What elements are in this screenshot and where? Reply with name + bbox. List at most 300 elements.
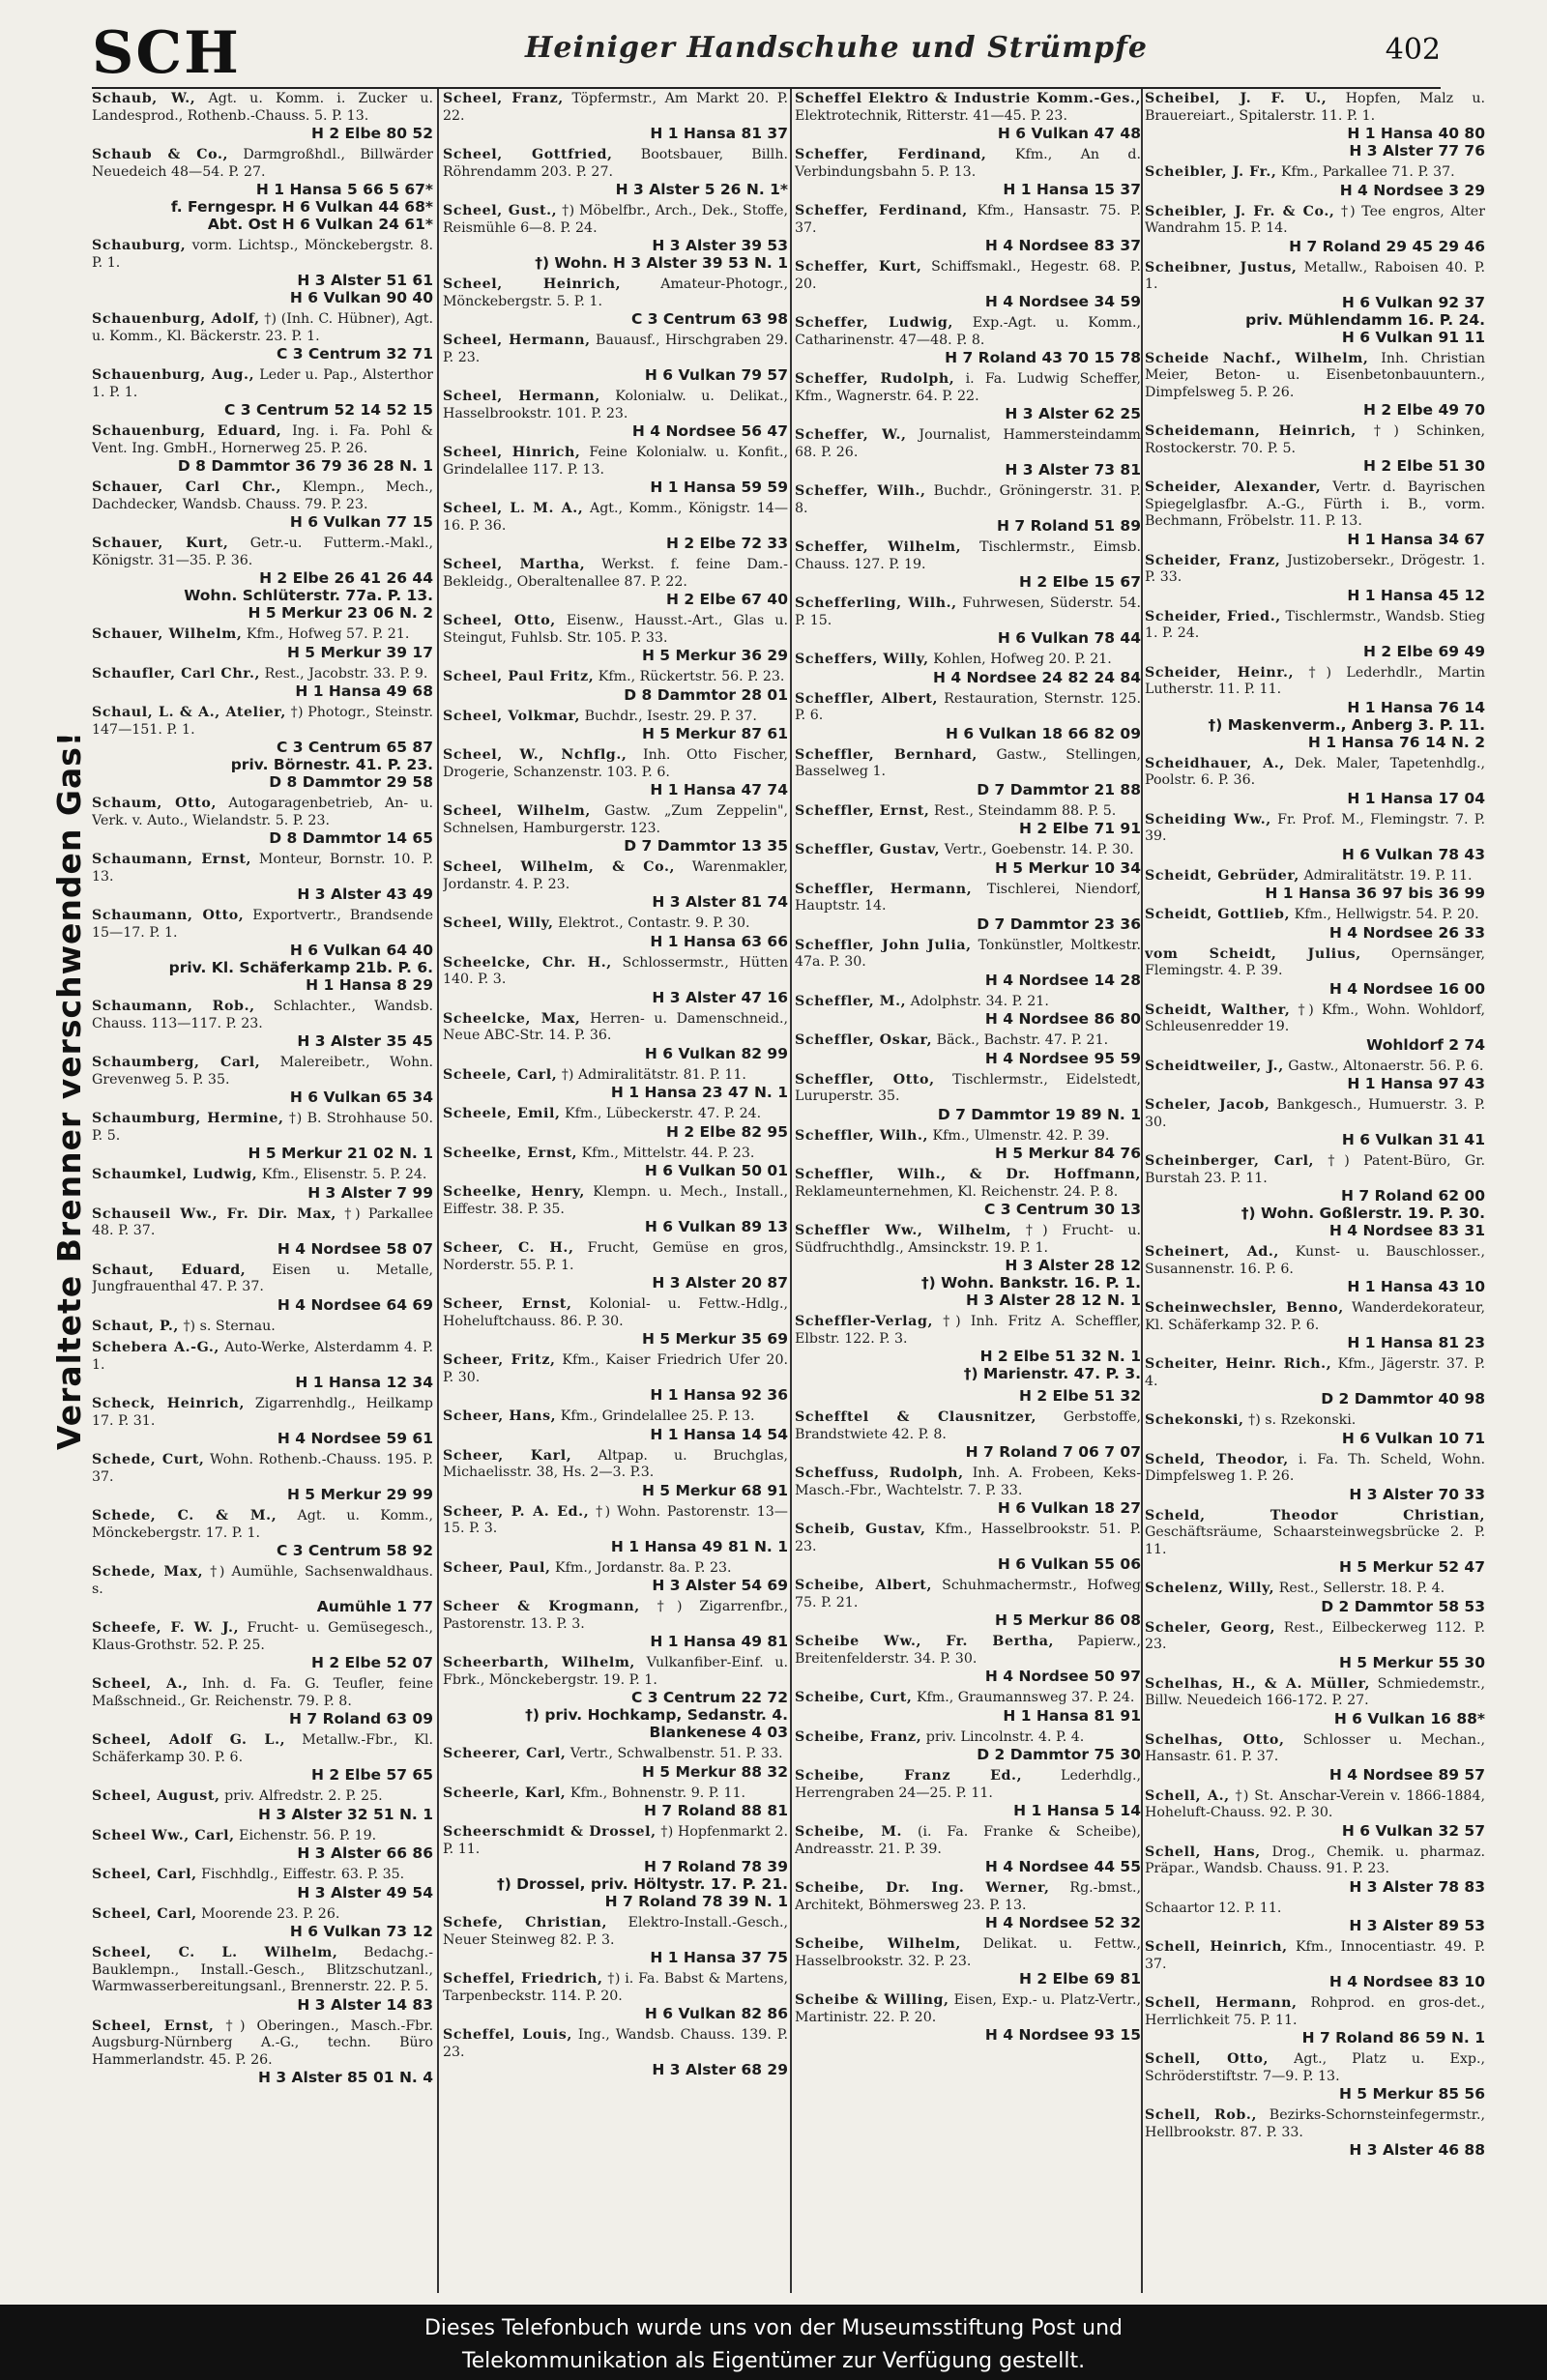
entry-name: Scheel, Carl, — [92, 1867, 197, 1882]
entry-details: †) Schinken, Rostockerstr. 70. P. 5. — [1145, 423, 1485, 456]
entry-name: Schefftel & Clausnitzer, — [795, 1409, 1037, 1425]
directory-entry — [443, 1504, 788, 1555]
entry-phone: H 5 Merkur 39 17 — [286, 643, 433, 661]
entry-name: Schauburg, — [92, 238, 187, 253]
directory-column-3 — [795, 91, 1141, 2295]
directory-entry — [443, 1655, 788, 1741]
directory-entry — [795, 1409, 1141, 1461]
directory-entry — [1145, 907, 1485, 942]
entry-phone: H 6 Vulkan 47 48 — [997, 125, 1141, 142]
entry-phone: C 3 Centrum 30 13 — [983, 1201, 1141, 1218]
entry-phone: Blankenese 4 03 — [649, 1724, 788, 1741]
entry-phone: H 7 Roland 63 09 — [289, 1710, 433, 1727]
entry-name: Scheel, Otto, — [443, 613, 556, 628]
entry-phone: H 3 Alster 78 83 — [1349, 1877, 1485, 1896]
entry-phone: H 5 Merkur 52 47 — [1338, 1558, 1485, 1576]
entry-phone: H 5 Merkur 68 91 — [641, 1481, 788, 1499]
entry-details: Buchdr., Gröningerstr. 31. P. 8. — [795, 483, 1141, 516]
entry-phone: H 6 Vulkan 78 44 — [997, 629, 1141, 647]
entry-details: Hopfen, Malz u. Brauereiart., Spitalerstr. 11. P. 1. — [1145, 91, 1485, 124]
directory-entry — [1145, 1676, 1485, 1727]
directory-entry — [795, 203, 1141, 254]
entry-name: Scheibe, Albert, — [795, 1578, 932, 1593]
entry-details: Vertr., Schwalbenstr. 51. P. 33. — [569, 1746, 783, 1761]
entry-name: Schaumann, Otto, — [92, 908, 245, 923]
directory-entry — [92, 1945, 433, 2014]
entry-name: Schelhas, H., & A. Müller, — [1145, 1675, 1371, 1692]
entry-details: Inh. Otto Fischer, Drogerie, Schanzenstr. 103. P. 6. — [443, 747, 788, 780]
entry-details: Tischlermstr., Eidelstedt, Luruperstr. 35. — [795, 1071, 1141, 1104]
entry-name: Scheidt, Walther, — [1145, 1001, 1291, 1018]
entry-details: Rest., Steindamm 88. P. 5. — [933, 802, 1117, 819]
entry-phone: H 4 Nordsee 64 69 — [277, 1295, 433, 1314]
entry-name: Scheel Ww., Carl, — [92, 1827, 235, 1843]
entry-details: Gastw., Altonaerstr. 56. P. 6. — [1288, 1058, 1484, 1074]
directory-entry — [795, 1466, 1141, 1517]
entry-phone: H 1 Hansa 92 36 — [650, 1386, 788, 1404]
entry-phone: H 4 Nordsee 95 59 — [984, 1049, 1141, 1067]
directory-entry — [443, 501, 788, 552]
directory-entry — [1145, 868, 1485, 903]
entry-phone: H 1 Hansa 8 29 — [306, 976, 433, 994]
entry-phone: H 3 Alster 7 99 — [307, 1183, 433, 1202]
entry-name: Scheler, Georg, — [1145, 1619, 1276, 1636]
entry-name: Scheinert, Ad., — [1145, 1244, 1279, 1260]
entry-details: Kfm., Jordanstr. 8a. P. 23. — [555, 1559, 732, 1576]
section-letters: SCH — [92, 19, 241, 87]
entry-details: Kfm., Innocentiastr. 49. P. 37. — [1145, 1939, 1485, 1972]
directory-entry — [795, 882, 1141, 933]
directory-entry — [1145, 260, 1485, 346]
entry-phone: H 1 Hansa 40 80 — [1347, 125, 1485, 142]
entry-name: Scheibe Ww., Fr. Bertha, — [795, 1634, 1055, 1649]
entry-name: Scheibler, J. Fr. & Co., — [1145, 203, 1335, 219]
entry-phone: H 3 Alster 68 29 — [652, 2061, 788, 2078]
entry-details: Kfm., Hellwigstr. 54. P. 20. — [1294, 907, 1479, 922]
entry-phone: H 6 Vulkan 18 66 82 09 — [945, 724, 1141, 742]
directory-entry — [443, 709, 788, 743]
entry-details: Frucht- u. Gemüsegesch., Klaus-Grothstr. 52. P. 25. — [92, 1620, 433, 1653]
entry-name: Scheffel, Louis, — [443, 2027, 572, 2043]
entry-phone: H 2 Elbe 26 41 26 44 — [259, 569, 433, 587]
entry-name: Scheel, Hermann, — [443, 389, 600, 404]
entry-name: Schauenburg, Aug., — [92, 367, 255, 383]
directory-entry — [443, 859, 788, 911]
entry-phone: H 1 Hansa 49 81 N. 1 — [610, 1537, 788, 1555]
entry-name: Scheel, Willy, — [443, 915, 554, 931]
directory-entry — [795, 259, 1141, 310]
directory-entry — [443, 803, 788, 855]
directory-entry — [92, 1906, 433, 1941]
entry-details: Tischlerei, Niendorf, Hauptstr. 14. — [795, 881, 1141, 914]
directory-entry — [1145, 91, 1485, 160]
directory-entry — [443, 1184, 788, 1235]
entry-phone: H 6 Vulkan 32 57 — [1341, 1821, 1485, 1840]
entry-phone: H 1 Hansa 49 81 — [650, 1633, 788, 1650]
directory-column-1 — [92, 91, 433, 2295]
directory-entry — [443, 1240, 788, 1292]
entry-name: Schede, Max, — [92, 1564, 204, 1580]
directory-entry — [795, 1314, 1141, 1382]
entry-name: Scheinberger, Carl, — [1145, 1153, 1315, 1169]
entry-phone: H 1 Hansa 76 14 N. 2 — [1307, 733, 1485, 751]
header-rule — [92, 87, 1441, 89]
entry-name: Schaut, Eduard, — [92, 1262, 247, 1278]
footer-line-2: Telekommunikation als Eigentümer zur Verfügung gestellt. — [461, 2349, 1086, 2373]
entry-name: Scheelcke, Chr. H., — [443, 954, 612, 971]
entry-details: Agt., Platz u. Exp., Schröderstiftstr. 7—9. P. 13. — [1145, 2051, 1485, 2084]
entry-name: Scheel, Gust., — [443, 203, 558, 218]
entry-phone: H 1 Hansa 63 66 — [650, 932, 788, 950]
entry-details: †) Photogr., Steinstr. 147—151. P. 1. — [92, 705, 433, 738]
entry-name: Scheer, C. H., — [443, 1240, 574, 1256]
directory-entry — [795, 652, 1141, 686]
entry-name: Scheibe, Franz, — [795, 1728, 922, 1745]
entry-phone: H 4 Nordsee 59 61 — [277, 1430, 433, 1447]
entry-phone: H 4 Nordsee 86 80 — [984, 1010, 1141, 1028]
entry-details: Dek. Maler, Tapetenhdlg., Poolstr. 6. P. 36. — [1145, 755, 1485, 788]
entry-phone: H 1 Hansa 76 14 — [1347, 698, 1485, 716]
entry-details: †) Frucht- u. Südfruchthdlg., Amsinckstr. 19. P. 1. — [795, 1223, 1141, 1256]
entry-phone: priv. Mühlendamm 16. P. 24. — [1245, 310, 1485, 329]
entry-name: Scheffler, Ernst, — [795, 802, 930, 819]
entry-name: Scheffler, Otto, — [795, 1071, 935, 1088]
entry-name: Scheffel Elektro & Industrie Komm.-Ges., — [795, 91, 1141, 106]
entry-details: Monteur, Bornstr. 10. P. 13. — [92, 852, 433, 885]
entry-details: Eichenstr. 56. P. 19. — [239, 1827, 377, 1843]
entry-phone: H 2 Elbe 71 91 — [1019, 820, 1141, 837]
entry-details: priv. Lincolnstr. 4. P. 4. — [925, 1728, 1085, 1745]
entry-details: Drog., Chemik. u. pharmaz. Präpar., Wandsb. Chauss. 91. P. 23. — [1145, 1843, 1485, 1876]
directory-entry — [1145, 1059, 1485, 1093]
entry-phone: priv. Börnestr. 41. P. 23. — [230, 756, 433, 773]
entry-name: Scheer & Krogmann, — [443, 1599, 640, 1614]
entry-details: †) Möbelfbr., Arch., Dek., Stoffe, Reismühle 6—8. P. 24. — [443, 203, 788, 236]
entry-phone: H 5 Merkur 36 29 — [641, 647, 788, 664]
entry-details: Frucht, Gemüse en gros, Norderstr. 55. P. 1. — [443, 1240, 788, 1273]
directory-entry — [1145, 1901, 1485, 1935]
entry-details: Inh. Christian Meier, Beton- u. Eisenbetonbauuntern., Dimpfelsweg 5. P. 26. — [1145, 350, 1485, 400]
directory-entry — [443, 333, 788, 384]
entry-details: Bedachg.-Bauklempn., Install.-Gesch., Blitzschutzanl., Warmwasserbereitungsanl., Brennerstr. 22. P. 5. — [92, 1945, 433, 1994]
entry-details: Adolphstr. 34. P. 21. — [910, 993, 1049, 1009]
directory-entry — [1145, 1452, 1485, 1503]
entry-phone: H 4 Nordsee 83 31 — [1328, 1222, 1485, 1239]
entry-phone: H 7 Roland 86 59 N. 1 — [1301, 2029, 1485, 2046]
entry-phone: H 7 Roland 78 39 — [644, 1858, 788, 1875]
entry-name: Scheffler, Wilh., & Dr. Hoffmann, — [795, 1167, 1141, 1182]
entry-phone: C 3 Centrum 52 14 52 15 — [224, 401, 433, 419]
entry-details: Schlosser u. Mechan., Hansastr. 61. P. 37. — [1145, 1731, 1485, 1764]
entry-name: Schell, Hermann, — [1145, 1995, 1298, 2011]
entry-name: Scheelke, Henry, — [443, 1184, 585, 1200]
entry-name: Schell, Otto, — [1145, 2051, 1270, 2067]
entry-name: Scheffler, Hermann, — [795, 881, 973, 897]
entry-details: Geschäftsräume, Schaarsteinwegsbrücke 2. P. 11. — [1145, 1524, 1485, 1557]
directory-entry — [443, 1824, 788, 1910]
directory-entry — [443, 613, 788, 664]
entry-details: Amateur-Photogr., Mönckebergstr. 5. P. 1. — [443, 276, 788, 309]
entry-phone: H 2 Elbe 82 95 — [666, 1122, 788, 1141]
entry-details: Elektrotechnik, Ritterstr. 41—45. P. 23. — [795, 107, 1067, 124]
directory-entry — [92, 1396, 433, 1447]
directory-entry — [92, 1206, 433, 1258]
entry-phone: H 2 Elbe 72 33 — [666, 535, 788, 552]
entry-details: Kfm., Bohnenstr. 9. P. 11. — [569, 1785, 746, 1801]
entry-phone: †) Wohn. Bankstr. 16. P. 1. — [920, 1274, 1141, 1292]
entry-details: Rg.-bmst., Architekt, Böhmersweg 23. P. 13. — [795, 1880, 1141, 1913]
entry-details: Zigarrenhdlg., Heilkamp 17. P. 31. — [92, 1396, 433, 1429]
entry-details: Eisen, Exp.- u. Platz-Vertr., Martinistr. 22. P. 20. — [795, 1992, 1141, 2025]
entry-phone: H 3 Alster 81 74 — [652, 893, 788, 911]
entry-phone: H 2 Elbe 69 49 — [1363, 642, 1485, 660]
directory-entry — [92, 1111, 433, 1162]
directory-entry — [1145, 1581, 1485, 1615]
entry-phone: H 4 Nordsee 83 37 — [984, 237, 1141, 254]
entry-details: Bäck., Bachstr. 47. P. 21. — [936, 1032, 1109, 1048]
archive-footer — [0, 2307, 1547, 2380]
entry-details: †) i. Fa. Babst & Martens, Tarpenbeckstr. 114. P. 20. — [443, 1971, 788, 2004]
entry-details: Elektro-Install.-Gesch., Neuer Steinweg 82. P. 3. — [443, 1915, 788, 1948]
directory-entry — [1145, 1097, 1485, 1148]
entry-details: Opernsänger, Flemingstr. 4. P. 39. — [1145, 945, 1485, 978]
entry-phone: H 2 Elbe 52 07 — [311, 1654, 433, 1671]
entry-name: Scheffer, Kurt, — [795, 259, 922, 275]
directory-entry — [92, 1167, 433, 1202]
entry-details: †) (Inh. C. Hübner), Agt. u. Komm., Kl. Bäckerstr. 23. P. 1. — [92, 311, 433, 344]
entry-phone: H 5 Merkur 21 02 N. 1 — [248, 1145, 433, 1162]
entry-phone: H 7 Roland 88 81 — [644, 1802, 788, 1819]
directory-entry — [795, 1578, 1141, 1629]
entry-phone: H 4 Nordsee 93 15 — [984, 2026, 1141, 2044]
entry-name: Scheerbarth, Wilhelm, — [443, 1655, 635, 1670]
entry-phone: H 7 Roland 51 89 — [997, 517, 1141, 535]
entry-details: Inh. d. Fa. G. Teufler, feine Maßschneid., Gr. Reichenstr. 79. P. 8. — [92, 1676, 433, 1709]
column-divider — [790, 89, 792, 2293]
entry-details: Tischlermstr., Wandsb. Stieg 1. P. 24. — [1145, 608, 1485, 641]
entry-name: Schauer, Kurt, — [92, 536, 229, 551]
entry-phone: H 6 Vulkan 82 99 — [644, 1044, 788, 1062]
directory-entry — [1145, 1153, 1485, 1239]
entry-name: Schebera A.-G., — [92, 1340, 219, 1355]
entry-phone: H 5 Merkur 88 32 — [641, 1762, 788, 1781]
entry-phone: H 1 Hansa 47 74 — [650, 781, 788, 798]
directory-entry — [1145, 479, 1485, 548]
entry-phone: H 4 Nordsee 52 32 — [984, 1914, 1141, 1931]
directory-entry — [795, 1522, 1141, 1573]
entry-details: †) B. Strohhause 50. P. 5. — [92, 1111, 433, 1144]
entry-details: †) Patent-Büro, Gr. Burstah 23. P. 11. — [1145, 1153, 1485, 1186]
entry-details: Rest., Jacobstr. 33. P. 9. — [264, 665, 428, 682]
entry-phone: H 6 Vulkan 31 41 — [1341, 1131, 1485, 1148]
entry-details: Rest., Eilbeckerweg 112. P. 23. — [1145, 1619, 1485, 1652]
entry-details: Rest., Sellerstr. 18. P. 4. — [1278, 1581, 1445, 1596]
directory-entry — [795, 1634, 1141, 1685]
entry-phone: H 4 Nordsee 58 07 — [277, 1239, 433, 1258]
entry-phone: H 3 Alster 28 12 — [1005, 1257, 1141, 1274]
directory-entry — [1145, 1002, 1485, 1054]
entry-phone: H 6 Vulkan 89 13 — [644, 1218, 788, 1235]
entry-details: Kfm., Jägerstr. 37. P. 4. — [1145, 1356, 1485, 1389]
directory-entry — [92, 999, 433, 1050]
directory-entry — [443, 747, 788, 798]
directory-entry — [92, 1564, 433, 1615]
directory-entry — [795, 994, 1141, 1029]
entry-details: Schuhmachermstr., Hofweg 75. P. 21. — [795, 1578, 1141, 1611]
entry-phone: H 6 Vulkan 78 43 — [1341, 845, 1485, 863]
entry-phone: H 1 Hansa 37 75 — [650, 1949, 788, 1966]
entry-phone: H 3 Alster 54 69 — [652, 1577, 788, 1594]
directory-entry — [443, 1408, 788, 1443]
entry-phone: †) priv. Hochkamp, Sedanstr. 4. — [525, 1706, 788, 1724]
directory-entry — [1145, 1995, 1485, 2046]
entry-phone: H 4 Nordsee 83 10 — [1328, 1973, 1485, 1990]
directory-entry — [1145, 1788, 1485, 1840]
entry-details: Auto-Werke, Alsterdamm 4. P. 1. — [92, 1340, 433, 1373]
entry-phone: H 3 Alster 85 01 N. 4 — [257, 2069, 433, 2086]
entry-phone: H 3 Alster 14 83 — [297, 1995, 433, 2014]
entry-details: †) s. Sternau. — [183, 1318, 276, 1334]
directory-entry — [443, 1067, 788, 1102]
entry-phone: H 4 Nordsee 34 59 — [984, 293, 1141, 310]
entry-phone: H 3 Alster 20 87 — [652, 1274, 788, 1292]
entry-name: Scheel, Gottfried, — [443, 147, 613, 162]
entry-phone: H 6 Vulkan 55 06 — [997, 1555, 1141, 1573]
entry-details: Justizobersekr., Drögestr. 1. P. 33. — [1145, 552, 1485, 585]
directory-entry — [92, 796, 433, 847]
directory-entry — [92, 311, 433, 363]
entry-name: Scheffuss, Rudolph, — [795, 1466, 964, 1481]
entry-name: Scheelcke, Max, — [443, 1010, 581, 1027]
entry-details: Darmgroßhdl., Billwärder Neuedeich 48—54. P. 27. — [92, 147, 433, 180]
directory-entry — [443, 445, 788, 496]
entry-phone: D 7 Dammtor 23 36 — [977, 914, 1141, 933]
entry-phone: H 5 Merkur 87 61 — [641, 725, 788, 742]
entry-phone: H 6 Vulkan 90 40 — [289, 289, 433, 306]
entry-phone: H 4 Nordsee 16 00 — [1328, 979, 1485, 998]
entry-details: Admiralitätstr. 19. P. 11. — [1303, 867, 1473, 884]
entry-phone: H 1 Hansa 36 97 bis 36 99 — [1265, 885, 1485, 902]
directory-entry — [92, 1788, 433, 1823]
entry-phone: †) Wohn. H 3 Alster 39 53 N. 1 — [535, 254, 788, 272]
entry-details: Kfm., Rückertstr. 56. P. 23. — [598, 669, 785, 684]
entry-details: †) Admiralitätstr. 81. P. 11. — [561, 1066, 746, 1083]
entry-name: Scheffler, Wilh., — [795, 1127, 929, 1144]
directory-entry — [1145, 946, 1485, 998]
entry-name: Scheibe, M. — [795, 1824, 903, 1840]
entry-phone: H 1 Hansa 43 10 — [1347, 1278, 1485, 1295]
entry-phone: H 4 Nordsee 89 57 — [1328, 1765, 1485, 1784]
directory-entry — [92, 479, 433, 531]
entry-name: Schaumberg, Carl, — [92, 1055, 261, 1070]
directory-entry — [92, 852, 433, 903]
entry-details: Klempn. u. Mech., Install., Eiffestr. 38. P. 35. — [443, 1184, 788, 1217]
directory-entry — [795, 938, 1141, 989]
entry-name: Scheffer, Ferdinand, — [795, 147, 987, 162]
directory-entry — [795, 1768, 1141, 1819]
entry-phone: priv. Kl. Schäferkamp 21b. P. 6. — [168, 959, 433, 976]
entry-name: Scheffer, W., — [795, 427, 907, 443]
entry-phone: H 1 Hansa 45 12 — [1347, 586, 1485, 604]
entry-details: Fr. Prof. M., Flemingstr. 7. P. 39. — [1145, 811, 1485, 844]
entry-phone: D 7 Dammtor 13 35 — [624, 837, 788, 855]
entry-phone: D 2 Dammtor 40 98 — [1321, 1390, 1485, 1408]
entry-phone: H 6 Vulkan 18 27 — [997, 1499, 1141, 1517]
entry-details: Journalist, Hammersteindamm 68. P. 26. — [795, 427, 1141, 460]
entry-details: Reklameunternehmen, Kl. Reichenstr. 24. P. 8. — [795, 1183, 1119, 1200]
entry-phone: †) Maskenverm., Anberg 3. P. 11. — [1208, 715, 1485, 734]
entry-details: Ing., Wandsb. Chauss. 139. P. 23. — [443, 2027, 788, 2060]
entry-details: Fuhrwesen, Süderstr. 54. P. 15. — [795, 595, 1141, 628]
directory-entry — [795, 371, 1141, 422]
entry-phone: D 2 Dammtor 58 53 — [1321, 1597, 1485, 1615]
directory-entry — [795, 1128, 1141, 1163]
directory-entry — [92, 367, 433, 419]
directory-entry — [92, 1340, 433, 1391]
directory-entry — [92, 908, 433, 994]
directory-entry — [443, 276, 788, 328]
entry-name: Scheider, Heinr., — [1145, 664, 1295, 681]
entry-details: priv. Alfredstr. 2. P. 25. — [224, 1788, 383, 1804]
entry-name: Schaum, Otto, — [92, 796, 217, 811]
entry-phone: H 1 Hansa 34 67 — [1347, 530, 1485, 548]
directory-entry — [795, 595, 1141, 647]
entry-name: Scheerle, Karl, — [443, 1785, 567, 1801]
entry-phone: Wohldorf 2 74 — [1366, 1035, 1485, 1054]
entry-phone: C 3 Centrum 22 72 — [630, 1689, 788, 1706]
entry-details: Wanderdekorateur, Kl. Schäferkamp 32. P. 6. — [1145, 1300, 1485, 1333]
column-divider — [1141, 89, 1143, 2293]
entry-phone: Wohn. Schlüterstr. 77a. P. 13. — [184, 587, 433, 604]
directory-entry — [443, 1146, 788, 1180]
entry-details: Ing. i. Fa. Pohl & Vent. Ing. GmbH., Hornerweg 25. P. 26. — [92, 423, 433, 456]
directory-entry — [92, 91, 433, 142]
entry-phone: Aumühle 1 77 — [316, 1598, 433, 1615]
entry-phone: H 7 Roland 78 39 N. 1 — [604, 1893, 788, 1910]
entry-phone: H 3 Alster 32 51 N. 1 — [257, 1805, 433, 1823]
entry-name: Schauenburg, Adolf, — [92, 311, 260, 327]
entry-phone: H 1 Hansa 23 47 N. 1 — [610, 1084, 788, 1101]
entry-name: Scheib, Gustav, — [795, 1522, 926, 1537]
entry-phone: D 7 Dammtor 21 88 — [977, 780, 1141, 798]
entry-name: Scheel, Carl, — [92, 1905, 197, 1922]
entry-details: †) Parkallee 48. P. 37. — [92, 1205, 433, 1238]
entry-details: Moorende 23. P. 26. — [201, 1905, 340, 1922]
entry-phone: H 5 Merkur 55 30 — [1338, 1653, 1485, 1671]
entry-name: Scheidt, Gebrüder, — [1145, 867, 1299, 884]
entry-name: Schell, A., — [1145, 1787, 1230, 1804]
entry-details: Kfm., Hofweg 57. P. 21. — [246, 626, 410, 642]
directory-entry — [795, 1880, 1141, 1931]
entry-phone: H 3 Alster 46 88 — [1349, 2141, 1485, 2159]
entry-name: Schaub, W., — [92, 91, 196, 106]
header-advertisement: Heiniger Handschuhe und Strümpfe — [525, 31, 1148, 65]
entry-phone: H 3 Alster 70 33 — [1349, 1485, 1485, 1503]
entry-name: Schede, C. & M., — [92, 1508, 277, 1524]
entry-details: Bootsbauer, Billh. Röhrendamm 203. P. 27. — [443, 147, 788, 180]
entry-details: Eisen u. Metalle, Jungfrauenthal 47. P. 37. — [92, 1262, 433, 1294]
entry-details: Gastw. „Zum Zeppelin", Schnelsen, Hamburgerstr. 123. — [443, 803, 788, 836]
entry-phone: H 5 Merkur 29 99 — [286, 1486, 433, 1503]
entry-details: Herren- u. Damenschneid., Neue ABC-Str. 14. P. 36. — [443, 1010, 788, 1043]
page-header — [92, 17, 1441, 85]
entry-details: Restauration, Sternstr. 125. P. 6. — [795, 690, 1141, 723]
directory-entry — [1145, 756, 1485, 807]
entry-details: Agt. u. Komm. i. Zucker u. Landesprod., Rothenb.-Chauss. 5. P. 13. — [92, 91, 433, 124]
entry-phone: H 5 Merkur 84 76 — [994, 1145, 1141, 1162]
entry-details: Tischlermstr., Eimsb. Chauss. 127. P. 19. — [795, 539, 1141, 572]
entry-name: Scheibe, Dr. Ing. Werner, — [795, 1880, 1050, 1896]
